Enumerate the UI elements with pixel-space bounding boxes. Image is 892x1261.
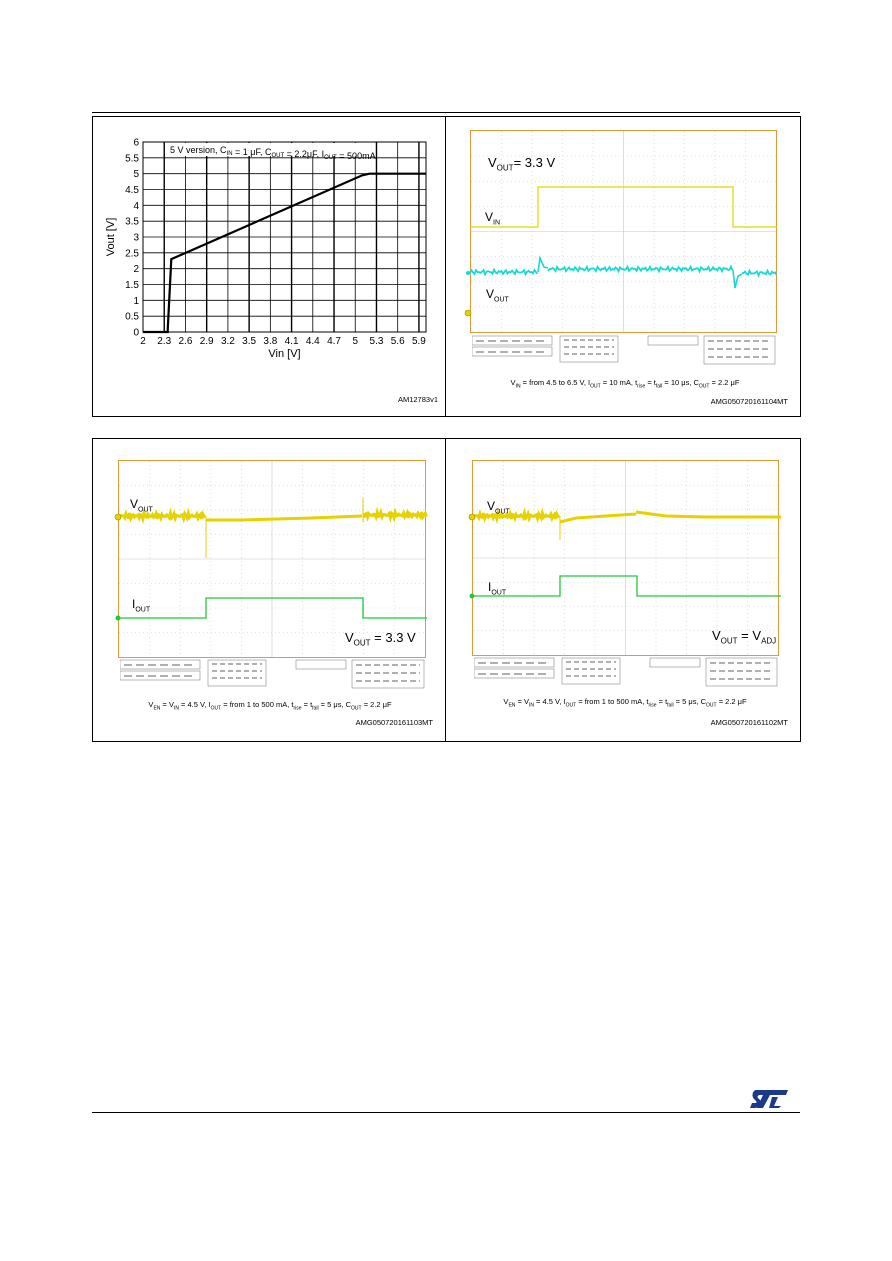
fig3-label-iout: $I_{OUT}$ <box>132 597 151 614</box>
vout-trace-mid <box>548 267 733 272</box>
y-tick-label: 6 <box>133 137 139 149</box>
iout-trace <box>120 598 427 618</box>
x-tick-label: 4.7 <box>327 336 341 347</box>
info-box <box>648 336 698 345</box>
vout-trace-a <box>120 513 205 519</box>
y-tick-label: 1 <box>133 295 139 307</box>
ch2-ground-marker <box>116 616 121 621</box>
vout-vs-vin-chart <box>100 130 435 375</box>
fig3-code: AMG050720161103MT <box>355 718 433 727</box>
fig2-code: AMG050720161104MT <box>710 397 788 406</box>
vout-undershoot <box>733 270 742 288</box>
y-tick-label: 4.5 <box>125 185 139 196</box>
fig4-code: AMG050720161102MT <box>710 718 788 727</box>
footer-rule <box>92 1112 800 1113</box>
fig4-label-vout: $V_{OUT}$ <box>487 499 510 516</box>
vout-trace-c <box>364 512 426 518</box>
x-tick-label: 4.4 <box>305 336 320 347</box>
y-tick-label: 3 <box>133 232 139 244</box>
scope-info-bar-fig3 <box>120 659 426 689</box>
x-tick-label: 3.5 <box>242 336 257 347</box>
vout-trace-post <box>742 271 777 276</box>
y-tick-label: 5 <box>133 169 139 181</box>
ch2-ground-marker <box>466 271 470 275</box>
vout-overshoot <box>538 258 548 272</box>
x-tick-label: 3.8 <box>263 336 278 347</box>
ch1-ground-marker <box>115 514 121 520</box>
vout-trace-b <box>206 516 362 520</box>
info-box <box>296 660 346 669</box>
x-tick-label: 5 <box>352 336 359 347</box>
x-tick-label: 5.6 <box>390 336 405 347</box>
y-tick-label: 0.5 <box>125 311 139 323</box>
y-tick-label: 2.5 <box>125 248 139 260</box>
iout-trace <box>474 576 781 596</box>
fig1-code: AM12783v1 <box>397 395 438 404</box>
vin-trace <box>470 187 777 227</box>
figure-divider-top <box>445 116 446 417</box>
y-axis-label: Vout [V] <box>105 217 117 257</box>
y-tick-label: 1.5 <box>125 280 139 291</box>
scope-info-bar-fig4 <box>474 657 779 687</box>
x-tick-label: 2.6 <box>178 336 193 347</box>
y-tick-label: 2 <box>133 264 139 276</box>
fig2-label-vin: $V_{IN}$ <box>485 210 501 227</box>
vout-trace-pre <box>470 270 538 275</box>
y-tick-label: 3.5 <box>125 216 139 228</box>
vout-trace-b <box>560 514 636 522</box>
x-tick-label: 5.9 <box>411 336 426 347</box>
x-tick-label: 4.1 <box>284 336 299 347</box>
info-box <box>650 658 700 667</box>
x-tick-label: 3.2 <box>220 336 235 347</box>
y-tick-label: 5.5 <box>125 153 139 165</box>
y-tick-label: 4 <box>133 200 139 212</box>
st-logo <box>748 1087 792 1111</box>
fig2-label-vout2: $V_{OUT}$ <box>486 287 509 304</box>
x-tick-label: 2.3 <box>157 336 172 347</box>
scope-info-bar-fig2 <box>472 335 777 365</box>
header-rule <box>92 112 800 113</box>
ch1-ground-marker <box>465 310 471 316</box>
fig3-label-corner: $V_{OUT} = 3.3$ V <box>345 630 416 648</box>
fig3-caption: $V_{EN} = V_{IN} = 4.5$ V, $I_{OUT}$ = from 1 to 500 mA, $t_{rise} = t_{fall} = 5$ μs, $C_{OUT} = 2.2$ μF <box>148 700 392 712</box>
fig2-caption: $V_{IN}$ = from 4.5 to 6.5 V, $I_{OUT} = 10$ mA, $t_{rise} = t_{fall} = 10$ μs, $C_{OUT} = 2.2$ μF <box>510 378 740 390</box>
y-tick-label: 0 <box>133 327 139 339</box>
x-tick-label: 5.3 <box>369 336 384 347</box>
vout-trace-c <box>636 512 781 517</box>
ch1-ground-marker <box>469 514 475 520</box>
fig4-label-corner: $V_{OUT} = V_{ADJ}$ <box>712 628 777 646</box>
x-tick-label: 2.9 <box>199 336 214 347</box>
fig4-label-iout: $I_{OUT}$ <box>488 580 507 597</box>
x-axis-label: Vin [V] <box>268 348 301 360</box>
x-tick-label: 2 <box>140 336 146 347</box>
fig4-caption: $V_{EN} = V_{IN} = 4.5$ V, $I_{OUT}$ = from 1 to 500 mA, $t_{rise} = t_{fall} = 5$ μs, $C_{OUT} = 2.2$ μF <box>503 697 747 709</box>
fig3-label-vout: $V_{OUT}$ <box>130 497 153 514</box>
chart-title: 5 V version, $C_{IN} = 1$ μF, $C_{OUT} = 2.2\mu F$, $I_{OUT} = 500mA$ <box>170 145 376 161</box>
ch2-ground-marker <box>470 594 475 599</box>
figure-divider-bottom <box>445 438 446 742</box>
fig2-label-vout: $V_{OUT}= 3.3$ V <box>488 155 556 173</box>
